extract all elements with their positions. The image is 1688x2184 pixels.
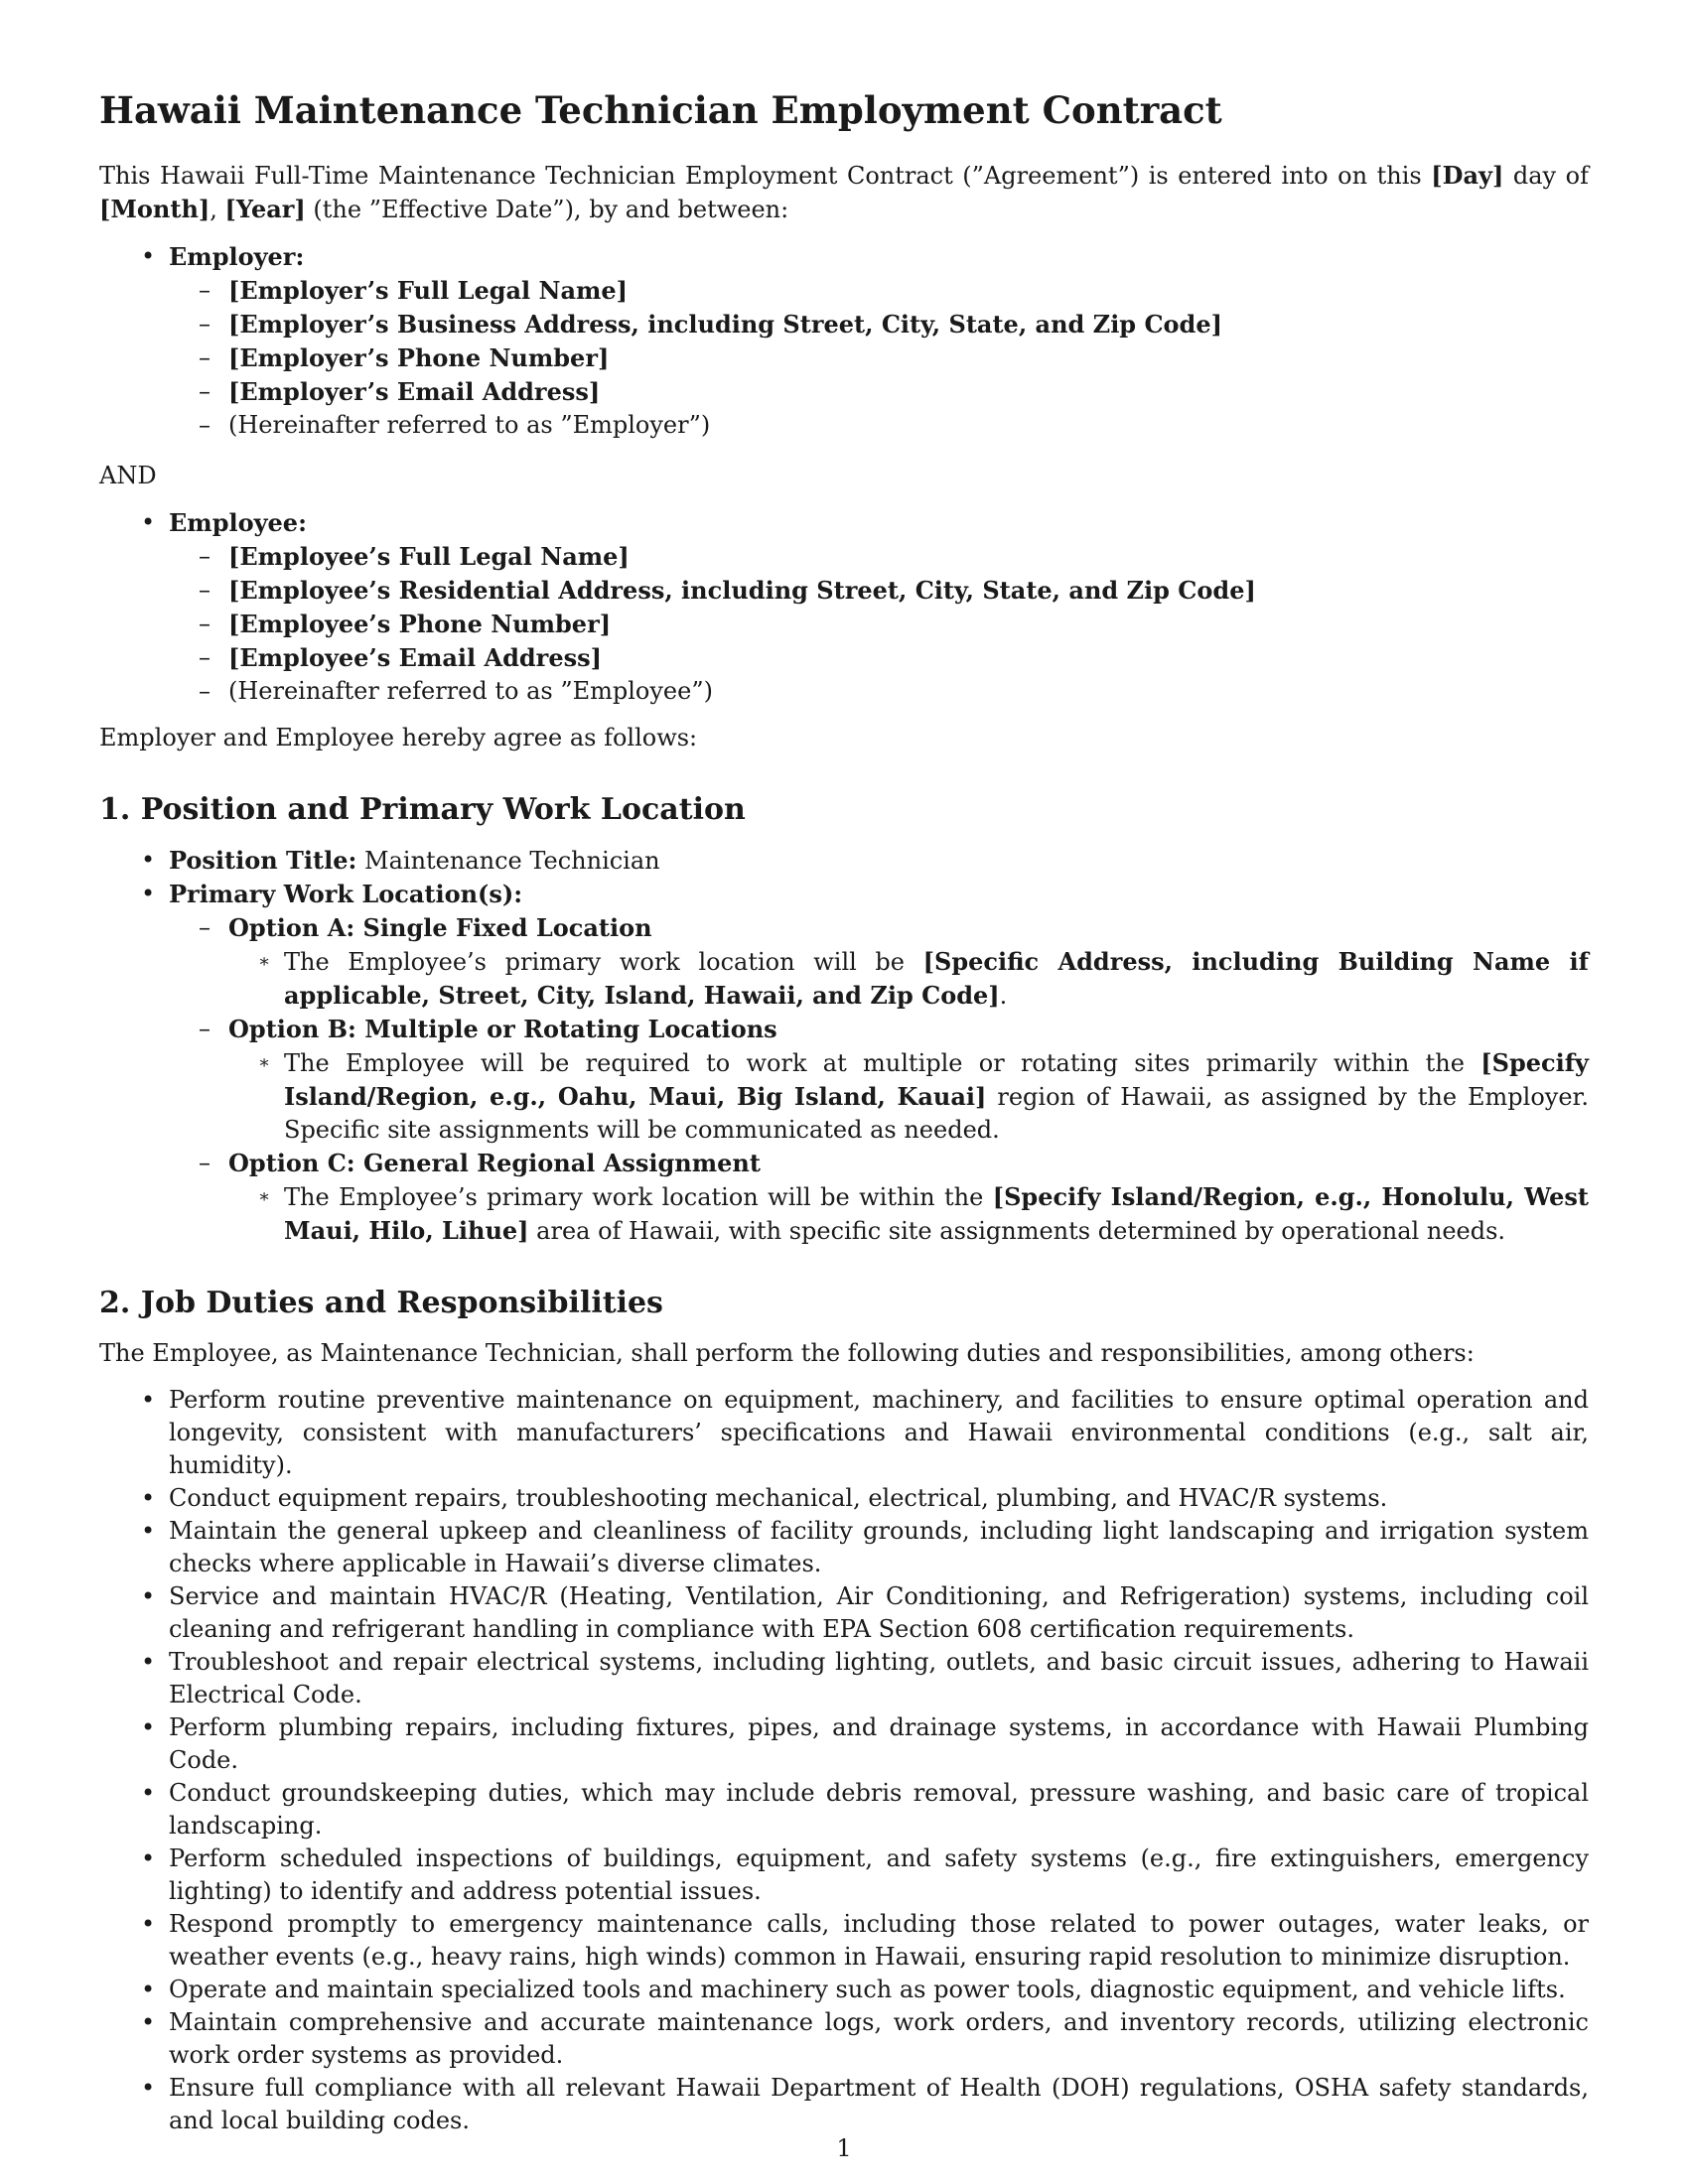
employer-phone: [169, 341, 1589, 375]
option-b-text-2: region of Hawaii, as assigned by the Employer. Specific site assignments will be communicated as needed.: [284, 1083, 1589, 1144]
option-a-placeholder: [Specific Address, including Building Name if applicable, Street, City, Island, Hawaii, and Zip Code]: [284, 947, 1589, 1010]
option-a-details: [228, 945, 1589, 1013]
month-placeholder: [Month]: [99, 195, 211, 223]
employee-email-text: [Employee’s Email Address]: [228, 643, 602, 672]
intro-text: This Hawaii Full-Time Maintenance Technician Employment Contract (”Agreement”) is entered into on this: [99, 162, 1432, 190]
option-b-label: Option B: Multiple or Rotating Locations: [228, 1015, 777, 1043]
option-b-placeholder: [Specify Island/Region, e.g., Oahu, Maui, Big Island, Kauai]: [284, 1048, 1589, 1111]
employee-email: [169, 641, 1589, 675]
duty-item: • Troubleshoot and repair electrical systems, including lighting, outlets, and basic circuit issues, adhering to Hawaii Electrical Code.: [99, 1646, 1589, 1711]
option-a-text-2: .: [999, 982, 1008, 1010]
employer-phone-text: [Employer’s Phone Number]: [228, 343, 610, 372]
employee-name: [169, 540, 1589, 574]
employer-name: [169, 274, 1589, 308]
duty-item: • Respond promptly to emergency maintenance calls, including those related to power outages, water leaks, or weather events (e.g., heavy rains, high winds) common in Hawaii, ensuring rapid resolution to minimize disruption.: [99, 1908, 1589, 1974]
employer-item: [99, 240, 1589, 442]
option-a: [169, 911, 1589, 1013]
duty-item: • Maintain comprehensive and accurate maintenance logs, work orders, and inventory records, utilizing electronic work order systems as provided.: [99, 2006, 1589, 2072]
and-text: AND: [99, 462, 157, 489]
intro-text: day of: [1503, 162, 1589, 190]
duty-item: • Conduct groundskeeping duties, which may include debris removal, pressure washing, and basic care of tropical landscaping.: [99, 1777, 1589, 1843]
duty-item: • Perform routine preventive maintenance on equipment, machinery, and facilities to ensure optimal operation and longevity, consistent with manufacturers’ specifications and Hawaii environmental conditions (e.g., salt air, humidity).: [99, 1384, 1589, 1482]
duty-item: • Operate and maintain specialized tools and machinery such as power tools, diagnostic equipment, and vehicle lifts.: [99, 1974, 1589, 2006]
option-c-text-1: The Employee’s primary work location will be within the: [284, 1183, 993, 1211]
duty-item: • Ensure full compliance with all relevant Hawaii Department of Health (DOH) regulations, OSHA safety standards, and local building codes.: [99, 2072, 1589, 2137]
employee-address-text: [Employee’s Residential Address, including Street, City, State, and Zip Code]: [228, 576, 1256, 605]
duty-item: • Conduct equipment repairs, troubleshooting mechanical, electrical, plumbing, and HVAC/R systems.: [99, 1482, 1589, 1515]
location-label: Primary Work Location(s):: [169, 880, 523, 908]
duty-item: • Perform scheduled inspections of buildings, equipment, and safety systems (e.g., fire extinguishers, emergency lighting) to identify and address potential issues.: [99, 1843, 1589, 1908]
option-b: [169, 1013, 1589, 1147]
employee-item: [99, 506, 1589, 708]
employer-email: [169, 375, 1589, 409]
location-item: [99, 878, 1589, 1248]
option-b-text: [228, 1046, 1589, 1147]
duty-item: • Maintain the general upkeep and cleanliness of facility grounds, including light landscaping and irrigation system checks where applicable in Hawaii’s diverse climates.: [99, 1515, 1589, 1580]
year-placeholder: [Year]: [224, 195, 306, 223]
option-c-details: [228, 1180, 1589, 1248]
employee-name-text: [Employee’s Full Legal Name]: [228, 542, 630, 571]
option-c-text-2: area of Hawaii, with specific site assignments determined by operational needs.: [528, 1217, 1506, 1245]
employer-address: [169, 308, 1589, 341]
employee-list: [99, 506, 1589, 708]
intro-text: ,: [210, 196, 225, 223]
section-2-intro: The Employee, as Maintenance Technician, shall perform the following duties and responsibilities, among others:: [99, 1339, 1475, 1367]
position-value: Maintenance Technician: [356, 847, 660, 875]
employee-details: [169, 540, 1589, 708]
option-a-text-1: The Employee’s primary work location will be: [284, 948, 923, 976]
position-label: Position Title:: [169, 846, 357, 875]
option-a-label: Option A: Single Fixed Location: [228, 913, 652, 942]
option-c-label: Option C: General Regional Assignment: [228, 1149, 761, 1177]
section-1-heading: 1. Position and Primary Work Location: [99, 792, 746, 827]
agree-text: Employer and Employee hereby agree as follows:: [99, 724, 698, 751]
employer-label: Employer:: [169, 242, 305, 271]
employer-email-text: [Employer’s Email Address]: [228, 377, 601, 406]
employer-details: [169, 274, 1589, 442]
document-title: Hawaii Maintenance Technician Employment Contract: [99, 88, 1222, 132]
option-a-text: [228, 945, 1589, 1013]
option-c-placeholder: [Specify Island/Region, e.g., Honolulu, West Maui, Hilo, Lihue]: [284, 1182, 1589, 1245]
employer-referred: – (Hereinafter referred to as ”Employer”): [169, 409, 1589, 442]
section-2-heading: 2. Job Duties and Responsibilities: [99, 1286, 663, 1320]
employee-referred: – (Hereinafter referred to as ”Employee”): [169, 675, 1589, 708]
employer-address-text: [Employer’s Business Address, including Street, City, State, and Zip Code]: [228, 310, 1222, 339]
intro-paragraph: [99, 159, 1589, 226]
duty-item: • Service and maintain HVAC/R (Heating, Ventilation, Air Conditioning, and Refrigeration) systems, including coil cleaning and refrigerant handling in compliance with EPA Section 608 certification requirements.: [99, 1580, 1589, 1646]
option-b-details: [228, 1046, 1589, 1147]
option-b-text-1: The Employee will be required to work at multiple or rotating sites primarily within the: [284, 1049, 1481, 1077]
day-placeholder: [Day]: [1431, 161, 1504, 190]
document-page: [99, 87, 1589, 2151]
section-1-list: [99, 844, 1589, 1248]
duty-item: • Perform plumbing repairs, including fixtures, pipes, and drainage systems, in accordance with Hawaii Plumbing Code.: [99, 1711, 1589, 1777]
employee-label: Employee:: [169, 508, 307, 537]
employer-list: [99, 240, 1589, 442]
intro-text: (the ”Effective Date”), by and between:: [305, 196, 789, 223]
page-number: 1: [836, 2134, 852, 2162]
employee-address: [169, 574, 1589, 608]
location-options: [169, 911, 1589, 1248]
employer-name-text: [Employer’s Full Legal Name]: [228, 276, 629, 305]
option-c-text: [228, 1180, 1589, 1248]
employee-phone: [169, 608, 1589, 641]
position-item: [99, 844, 1589, 878]
duties-list: [99, 1384, 1589, 2137]
option-c: [169, 1147, 1589, 1248]
employee-phone-text: [Employee’s Phone Number]: [228, 610, 612, 638]
